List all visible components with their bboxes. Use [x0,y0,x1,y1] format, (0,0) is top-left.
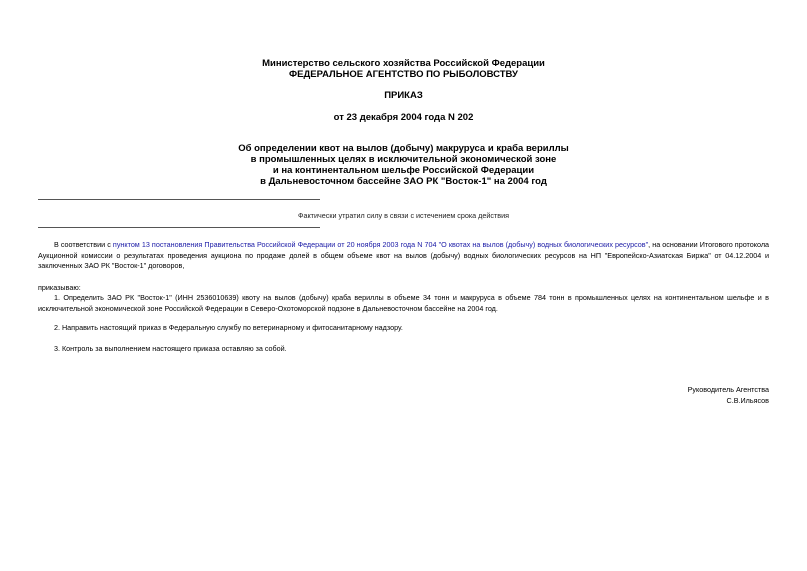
ordering-word: приказываю: [38,283,81,292]
signatory-position: Руководитель Агентства [687,385,769,394]
divider-bottom [38,227,320,228]
agency-name: ФЕДЕРАЛЬНОЕ АГЕНТСТВО ПО РЫБОЛОВСТВУ [289,69,518,80]
document-type: ПРИКАЗ [384,90,423,101]
ministry-name: Министерство сельского хозяйства Российской Федерации [262,58,545,69]
title-line: в Дальневосточном бассейне ЗАО РК "Восток-1" на 2004 год [260,176,547,187]
signatory-name: С.В.Ильясов [726,395,769,405]
issuer-block [0,58,807,80]
title-line: Об определении квот на вылов (добычу) макруруса и краба вериллы [238,143,569,154]
order-item-1: 1. Определить ЗАО РК "Восток-1" (ИНН 2536010639) квоту на вылов (добычу) краба вериллы в объеме 34 тонн и макруруса в объеме 784 тонн в промышленных целях на континентальном шельфе и в исключительной экономической зоне Российской Федерации в Северо-Охотоморской подзоне в Дальневосточном бассейне на 2004 год. [38,293,769,313]
title-line: в промышленных целях в исключительной экономической зоне [250,154,557,165]
order-item-3: 3. Контроль за выполнением настоящего приказа оставляю за собой. [54,344,287,353]
intro-suffix: , на основании Итогового протокола Аукционной комиссии о результатах проведения аукциона по продаже долей в общем объеме квот на вылов (добычу) водных биологических ресурсов на НП "Европейско-Азиатская Биржа" от 04.12.2004 и заключенных ЗАО РК "Восток-1" договоров, [38,240,770,270]
title-line: и на континентальном шельфе Российской Федерации [272,165,535,176]
intro-prefix: В соответствии с [54,240,113,249]
document-date: от 23 декабря 2004 года N 202 [333,112,474,123]
decree-link[interactable]: пунктом 13 постановления Правительства Российской Федерации от 20 ноября 2003 года N 704 "О квотах на вылов (добычу) водных биологических ресурсов" [112,240,649,249]
signature-block [688,385,769,406]
status-note: Фактически утратил силу в связи с истечением срока действия [298,211,509,220]
document-title [0,143,807,187]
divider-top [38,199,320,200]
order-item-2: 2. Направить настоящий приказ в Федеральную службу по ветеринарному и фитосанитарному надзору. [54,323,403,332]
intro-paragraph [38,240,769,272]
